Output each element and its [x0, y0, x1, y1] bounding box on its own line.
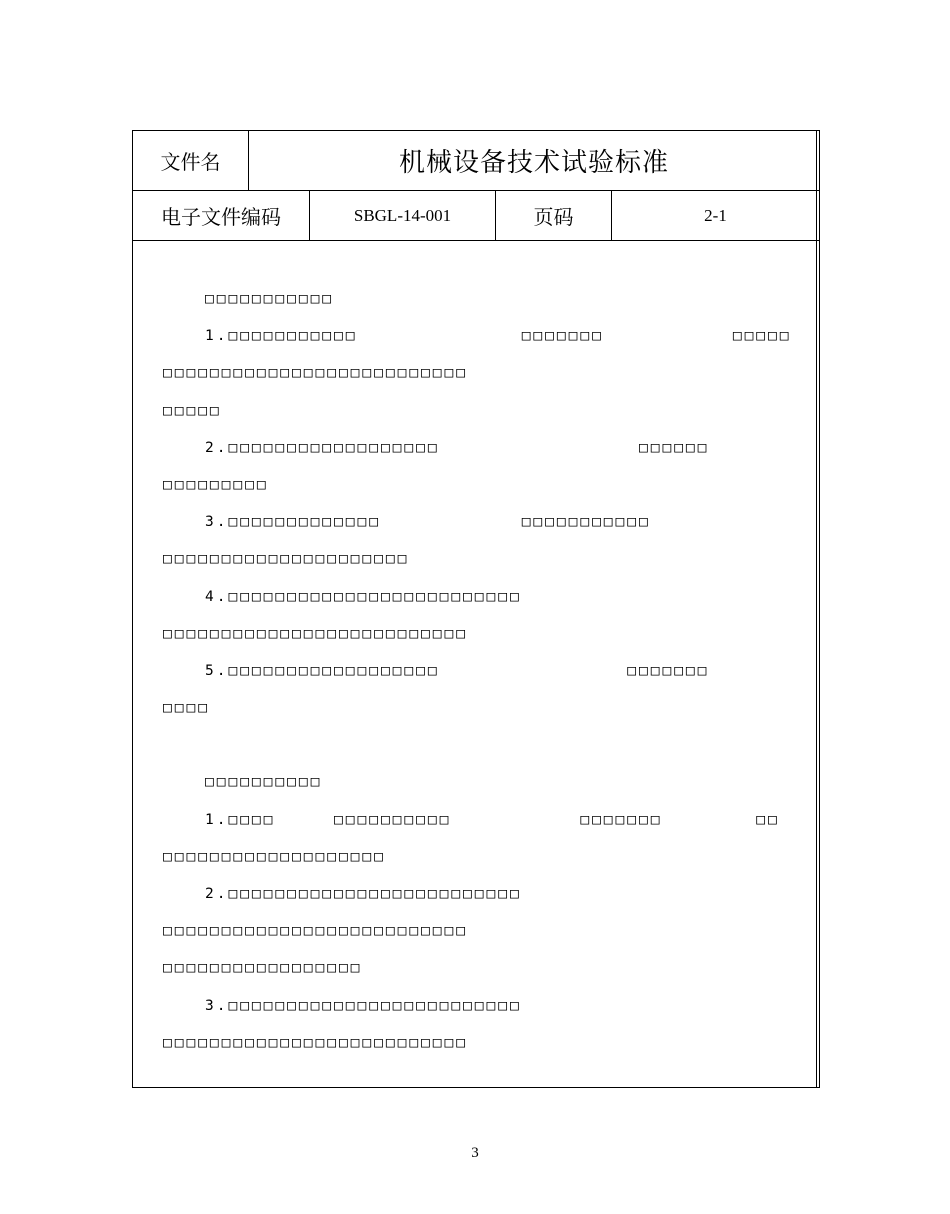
- code-label-cell: [133, 191, 310, 240]
- header-row-code: [133, 191, 819, 241]
- page-label-cell: [496, 191, 612, 240]
- header-row-title: [133, 131, 819, 191]
- paragraph-line: 1.□□□□ □□□□□□□□□□ □□□□□□□ □□: [205, 811, 780, 828]
- code-label: 电子文件编码: [161, 205, 281, 229]
- section-1-heading: □□□□□□□□□□□: [205, 291, 335, 307]
- paragraph-line: 3.□□□□□□□□□□□□□□□□□□□□□□□□□: [205, 997, 522, 1014]
- paragraph-line: □□□□□□□□□□□□□□□□□□□: [163, 848, 386, 865]
- document-title: 机械设备技术试验标准: [398, 148, 669, 178]
- section-gap: [163, 727, 809, 764]
- paragraph-line: □□□□□□□□□□□□□□□□□□□□□: [163, 551, 410, 568]
- code-value-cell: [310, 191, 496, 240]
- page-value: 2-1: [704, 205, 727, 225]
- paragraph-line: 4.□□□□□□□□□□□□□□□□□□□□□□□□□: [205, 588, 522, 605]
- document-title-cell: [249, 131, 819, 190]
- paragraph-line: □□□□□□□□□□□□□□□□□□□□□□□□□□: [163, 625, 468, 642]
- page-label: 页码: [533, 205, 574, 229]
- paragraph-line: □□□□□: [163, 402, 222, 419]
- paragraph-line: 3.□□□□□□□□□□□□□ □□□□□□□□□□□: [205, 514, 651, 531]
- paragraph-line: 2.□□□□□□□□□□□□□□□□□□ □□□□□□: [205, 439, 710, 456]
- paragraph-line: □□□□□□□□□□□□□□□□□: [163, 960, 363, 977]
- file-name-label-cell: [133, 131, 249, 190]
- paragraph-line: 1.□□□□□□□□□□□ □□□□□□□ □□□□□: [205, 328, 792, 345]
- page-number: 3: [471, 1145, 479, 1161]
- file-name-label: 文件名: [160, 150, 221, 174]
- paragraph-line: □□□□□□□□□: [163, 476, 269, 493]
- document-frame: [132, 130, 820, 1088]
- document-body: [163, 281, 809, 1062]
- page-value-cell: [612, 191, 819, 240]
- section-2-heading: □□□□□□□□□□: [205, 774, 323, 791]
- paragraph-line: □□□□□□□□□□□□□□□□□□□□□□□□□□: [163, 1034, 468, 1051]
- paragraph-line: □□□□□□□□□□□□□□□□□□□□□□□□□□: [163, 923, 468, 940]
- paragraph-line: □□□□□□□□□□□□□□□□□□□□□□□□□□: [163, 365, 468, 382]
- paragraph-line: 2.□□□□□□□□□□□□□□□□□□□□□□□□□: [205, 886, 522, 902]
- paragraph-line: 5.□□□□□□□□□□□□□□□□□□ □□□□□□□: [205, 662, 710, 679]
- code-value: SBGL-14-001: [353, 205, 452, 225]
- paragraph-line: □□□□: [163, 700, 210, 717]
